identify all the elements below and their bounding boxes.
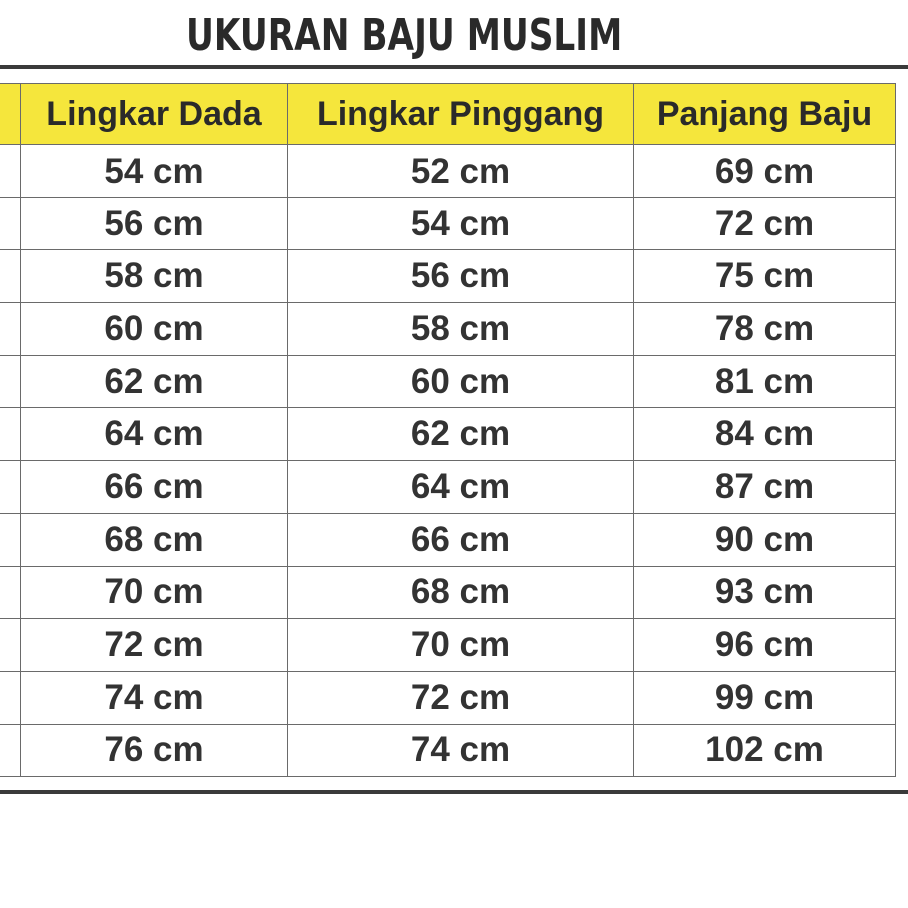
cell-lingkar-dada: 74 cm: [21, 671, 288, 724]
cell-lingkar-pinggang: 74 cm: [288, 724, 634, 777]
cell-panjang-baju: 75 cm: [634, 250, 896, 303]
cell-lingkar-pinggang: 54 cm: [288, 197, 634, 250]
cell-lingkar-pinggang: 62 cm: [288, 408, 634, 461]
size-chart-table: [0, 83, 896, 777]
cell-size: [0, 303, 21, 356]
table-row: [0, 197, 896, 250]
cell-lingkar-dada: 56 cm: [21, 197, 288, 250]
cell-lingkar-pinggang: 52 cm: [288, 145, 634, 198]
cell-size: [0, 461, 21, 514]
cell-panjang-baju: 78 cm: [634, 303, 896, 356]
table-row: [0, 250, 896, 303]
cell-size: [0, 408, 21, 461]
cell-lingkar-pinggang: 72 cm: [288, 671, 634, 724]
header-lingkar-pinggang: Lingkar Pinggang: [288, 84, 634, 145]
table-row: [0, 513, 896, 566]
cell-panjang-baju: 81 cm: [634, 355, 896, 408]
cell-lingkar-dada: 64 cm: [21, 408, 288, 461]
table-header-row: [0, 84, 896, 145]
cell-lingkar-dada: 60 cm: [21, 303, 288, 356]
cell-lingkar-dada: 58 cm: [21, 250, 288, 303]
table-row: [0, 408, 896, 461]
cell-lingkar-dada: 76 cm: [21, 724, 288, 777]
header-panjang-baju: Panjang Baju: [634, 84, 896, 145]
top-divider: [0, 65, 908, 69]
cell-panjang-baju: 96 cm: [634, 619, 896, 672]
table-row: [0, 566, 896, 619]
cell-panjang-baju: 72 cm: [634, 197, 896, 250]
cell-lingkar-pinggang: 56 cm: [288, 250, 634, 303]
cell-panjang-baju: 69 cm: [634, 145, 896, 198]
cell-lingkar-dada: 66 cm: [21, 461, 288, 514]
cell-lingkar-dada: 72 cm: [21, 619, 288, 672]
table-row: [0, 303, 896, 356]
cell-size: [0, 724, 21, 777]
table-body: [0, 145, 896, 777]
cell-lingkar-pinggang: 70 cm: [288, 619, 634, 672]
table-row: [0, 461, 896, 514]
table-row: [0, 145, 896, 198]
bottom-divider: [0, 790, 908, 794]
cell-size: [0, 619, 21, 672]
cell-size: [0, 671, 21, 724]
cell-size: [0, 355, 21, 408]
cell-panjang-baju: 102 cm: [634, 724, 896, 777]
header-size: [0, 84, 21, 145]
cell-lingkar-pinggang: 58 cm: [288, 303, 634, 356]
cell-panjang-baju: 93 cm: [634, 566, 896, 619]
cell-size: [0, 250, 21, 303]
cell-lingkar-pinggang: 66 cm: [288, 513, 634, 566]
cell-size: [0, 566, 21, 619]
cell-lingkar-pinggang: 68 cm: [288, 566, 634, 619]
cell-lingkar-dada: 70 cm: [21, 566, 288, 619]
cell-size: [0, 197, 21, 250]
cell-size: [0, 145, 21, 198]
table-row: [0, 671, 896, 724]
header-lingkar-dada: Lingkar Dada: [21, 84, 288, 145]
page-title: UKURAN BAJU MUSLIM: [186, 10, 623, 61]
cell-lingkar-pinggang: 60 cm: [288, 355, 634, 408]
table-row: [0, 619, 896, 672]
cell-lingkar-dada: 54 cm: [21, 145, 288, 198]
cell-lingkar-pinggang: 64 cm: [288, 461, 634, 514]
cell-lingkar-dada: 62 cm: [21, 355, 288, 408]
cell-size: [0, 513, 21, 566]
cell-panjang-baju: 99 cm: [634, 671, 896, 724]
table-row: [0, 724, 896, 777]
cell-panjang-baju: 90 cm: [634, 513, 896, 566]
table-row: [0, 355, 896, 408]
cell-panjang-baju: 87 cm: [634, 461, 896, 514]
size-chart-table-wrap: [0, 83, 896, 777]
cell-panjang-baju: 84 cm: [634, 408, 896, 461]
cell-lingkar-dada: 68 cm: [21, 513, 288, 566]
